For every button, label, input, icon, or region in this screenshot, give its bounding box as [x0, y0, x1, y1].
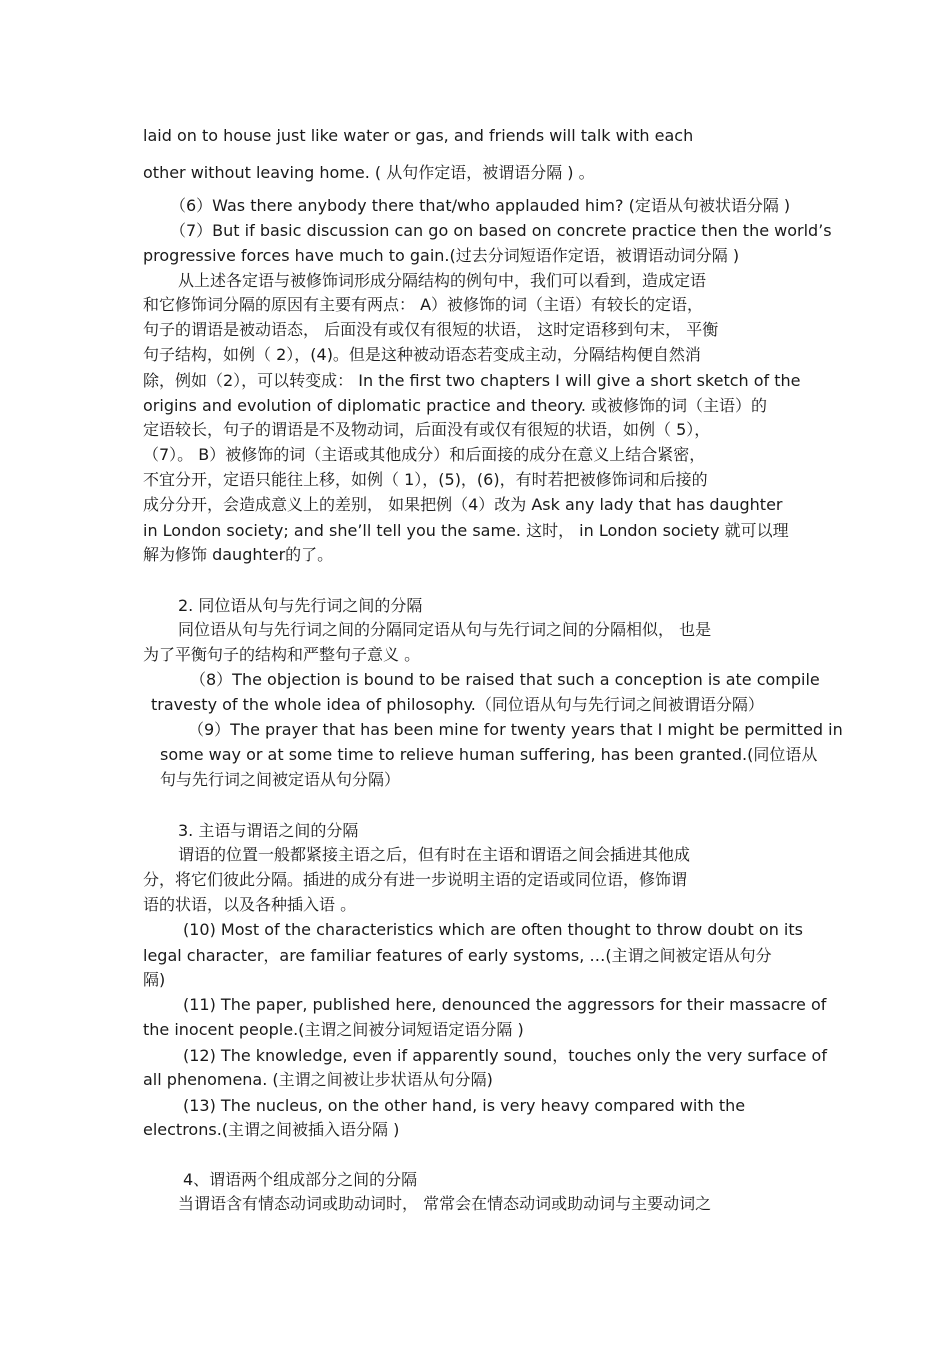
- text-line: 解为修饰 daughter的了。: [143, 545, 334, 564]
- text-line: 语的状语，以及各种插入语 。: [143, 895, 357, 914]
- text-line: 定语较长，句子的谓语是不及物动词，后面没有或仅有很短的状语，如例（ 5），: [143, 420, 711, 439]
- section-3-heading: 3. 主语与谓语之间的分隔: [178, 821, 359, 840]
- example-10-line: (10) Most of the characteristics which are often thought to throw doubt on its: [183, 920, 803, 939]
- text-line: 分，将它们彼此分隔。插进的成分有进一步说明主语的定语或同位语，修饰谓: [143, 870, 688, 889]
- text-line: electrons.(主谓之间被插入语分隔 ): [143, 1120, 400, 1139]
- text-line: 句子结构，如例（ 2），(4)。但是这种被动语态若变成主动，分隔结构便自然消: [143, 345, 701, 364]
- text-line: legal character，are familiar features of early systoms, …(主谓之间被定语从句分: [143, 946, 772, 965]
- text-line: 除，例如（2），可以转变成： In the first two chapters I will give a short sketch of the: [143, 371, 801, 390]
- text-line: 为了平衡句子的结构和严整句子意义 。: [143, 645, 421, 664]
- text-line: travesty of the whole idea of philosophy.（同位语从句与先行词之间被谓语分隔）: [151, 695, 764, 714]
- text-line: some way or at some time to relieve human suffering, has been granted.(同位语从: [160, 745, 818, 764]
- section-4-heading: 4、谓语两个组成部分之间的分隔: [183, 1170, 418, 1189]
- paragraph-start: 从上述各定语与被修饰词形成分隔结构的例句中，我们可以看到，造成定语: [178, 271, 707, 290]
- text-line: 句子的谓语是被动语态， 后面没有或仅有很短的状语， 这时定语移到句末， 平衡: [143, 320, 719, 339]
- example-7-line: （7）But if basic discussion can go on based on concrete practice then the world’s: [170, 221, 832, 240]
- example-6-line: （6）Was there anybody there that/who applauded him? (定语从句被状语分隔 ): [170, 196, 791, 215]
- text-line: 不宜分开，定语只能往上移，如例（ 1），(5)，(6)，有时若把被修饰词和后接的: [143, 470, 708, 489]
- paragraph-start: 同位语从句与先行词之间的分隔同定语从句与先行词之间的分隔相似， 也是: [178, 620, 712, 639]
- text-line: progressive forces have much to gain.(过去分词短语作定语，被谓语动词分隔 ): [143, 246, 740, 265]
- example-13-line: (13) The nucleus, on the other hand, is very heavy compared with the: [183, 1096, 746, 1115]
- text-line: （7）。 B）被修饰的词（主语或其他成分）和后面接的成分在意义上结合紧密，: [143, 445, 706, 464]
- text-line: all phenomena. (主谓之间被让步状语从句分隔): [143, 1070, 493, 1089]
- example-9-line: （9）The prayer that has been mine for twenty years that I might be permitted in: [188, 720, 843, 739]
- text-line: other without leaving home. ( 从句作定语，被谓语分隔 ) 。: [143, 163, 595, 182]
- text-line: 成分分开，会造成意义上的差别， 如果把例（4）改为 Ask any lady that has daughter: [143, 495, 783, 514]
- text-line: in London society; and she’ll tell you the same. 这时， in London society 就可以理: [143, 521, 789, 540]
- example-12-line: (12) The knowledge, even if apparently sound，touches only the very surface of: [183, 1046, 827, 1065]
- example-11-line: (11) The paper, published here, denounced the aggressors for their massacre of: [183, 995, 827, 1014]
- text-line: 隔): [143, 970, 166, 989]
- text-line: laid on to house just like water or gas, and friends will talk with each: [143, 126, 694, 145]
- paragraph-start: 谓语的位置一般都紧接主语之后，但有时在主语和谓语之间会插进其他成: [178, 845, 691, 864]
- text-line: origins and evolution of diplomatic practice and theory. 或被修饰的词（主语）的: [143, 396, 768, 415]
- text-line: the inocent people.(主谓之间被分词短语定语分隔 ): [143, 1020, 524, 1039]
- paragraph-start: 当谓语含有情态动词或助动词时， 常常会在情态动词或助动词与主要动词之: [178, 1194, 712, 1213]
- section-2-heading: 2. 同位语从句与先行词之间的分隔: [178, 596, 423, 615]
- example-8-line: （8）The objection is bound to be raised that such a conception is ate compile: [190, 670, 820, 689]
- text-line: 和它修饰词分隔的原因有主要有两点： A）被修饰的词（主语）有较长的定语，: [143, 295, 704, 314]
- text-line: 句与先行词之间被定语从句分隔）: [160, 770, 401, 789]
